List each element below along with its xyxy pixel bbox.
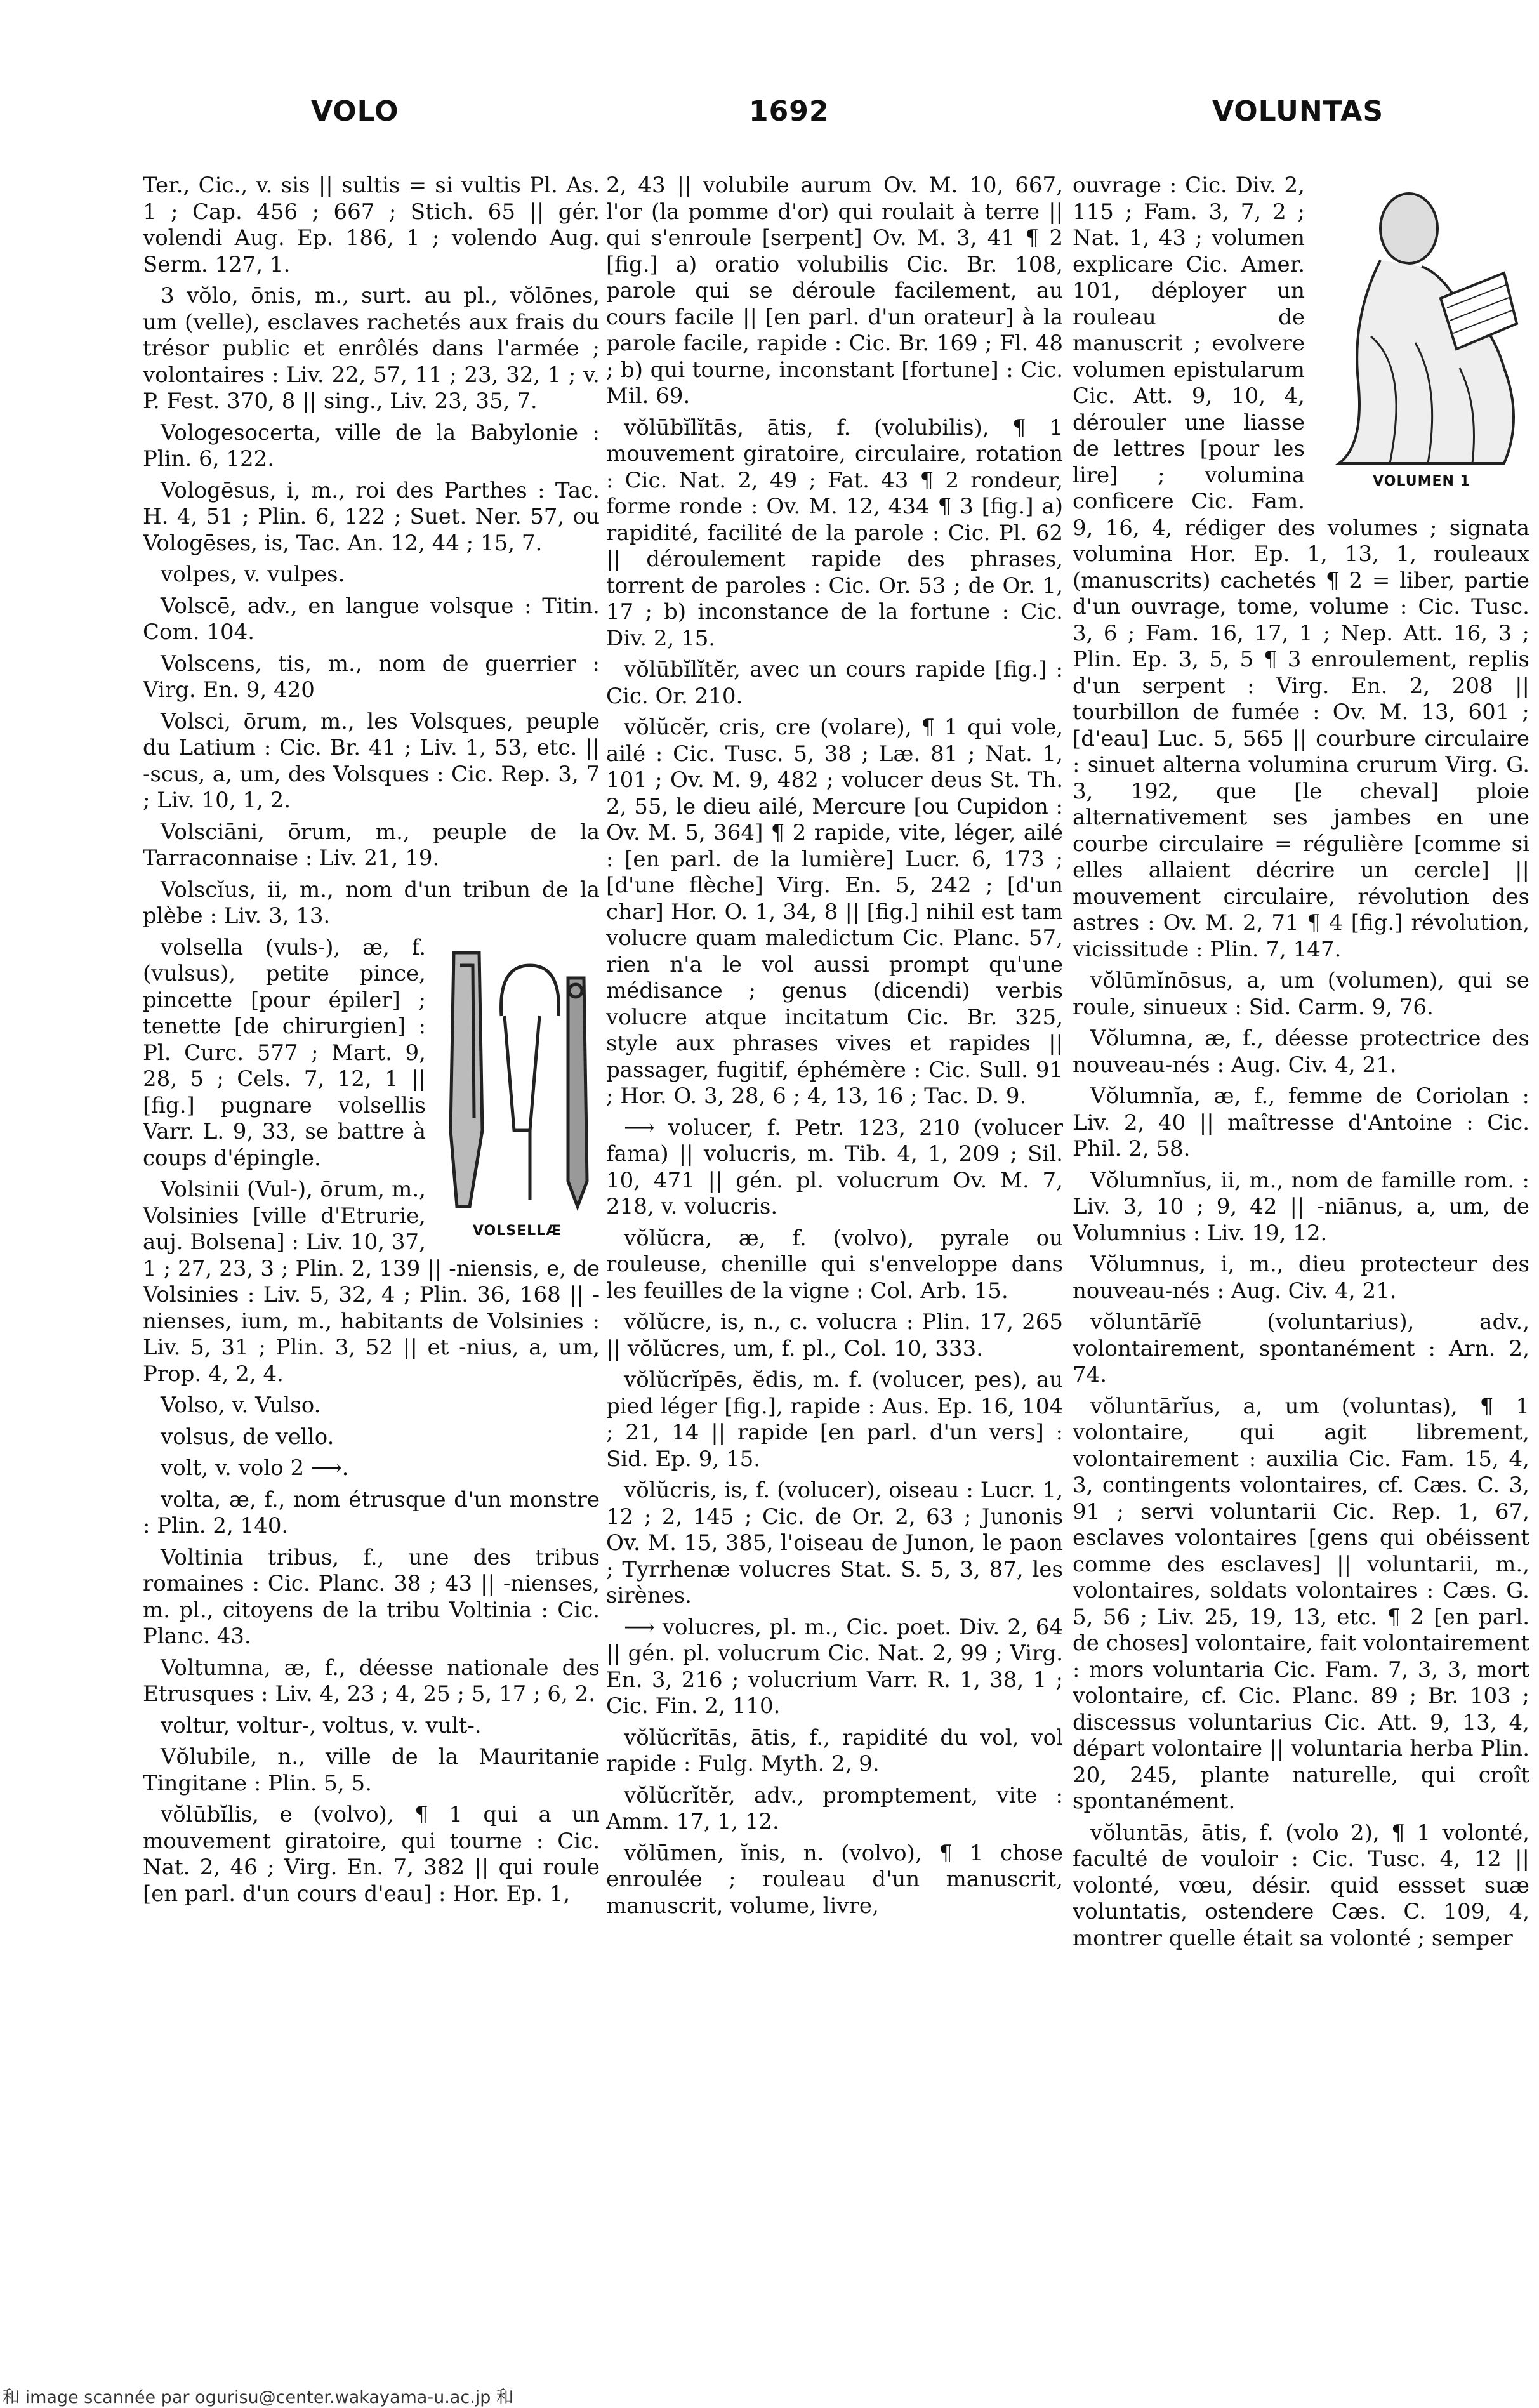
entry: Volscens, tis, m., nom de guerrier : Virg. En. 9, 420: [143, 651, 600, 703]
entry: volsella (vuls-), æ, f. (vulsus), petite pince, pincette [pour épiler] ; tenette [de chirurgien] : Pl. Curc. 577 ; Mart. 9, 28, 5 ; Cels. 7, 12, 1 || [fig.] pugnare volsellis Varr. L. 9, 33, se battre à coups d'épingle.: [143, 934, 426, 1171]
entry: Vologesocerta, ville de la Babylonie : Plin. 6, 122.: [143, 420, 600, 472]
entry: vŏlūbĭlĭtĕr, avec un cours rapide [fig.] : Cic. Or. 210.: [606, 657, 1063, 709]
figure-caption: VOLUMEN 1: [1373, 473, 1470, 489]
column-3: [1073, 173, 1529, 2331]
running-head-left: VOLO: [311, 95, 399, 128]
entry: volt, v. volo 2 ⟶.: [161, 1455, 349, 1481]
entry: Vŏlumnus, i, m., dieu protecteur des nouveau-nés : Aug. Civ. 4, 21.: [1073, 1252, 1529, 1304]
entry: vŏlŭcris, is, f. (volucer), oiseau : Lucr. 1, 12 ; 2, 145 ; Cic. de Or. 2, 63 ; Junonis Ov. M. 15, 385, l'oiseau de Junon, le paon ; Tyrrhenæ volucres Stat. S. 5, 3, 87, les sirènes.: [606, 1478, 1063, 1608]
scan-footer: 和 image scannée par ogurisu@center.wakayama-u.ac.jp 和: [3, 2388, 513, 2407]
tweezers-icon: [435, 940, 600, 1219]
entry: ⟶ volucer, f. Petr. 123, 210 (volucer fama) || volucris, m. Tib. 4, 1, 209 ; Sil. 10, 471 || gén. pl. volucrum Ov. M. 7, 218, v. volucris.: [606, 1115, 1063, 1219]
entry: vŏlūbĭlis, e (volvo), ¶ 1 qui a un mouvement giratoire, qui tourne : Cic. Nat. 2, 46 ; Virg. En. 7, 382 || qui roule [en parl. d'un cours d'eau] : Hor. Ep. 1,: [143, 1802, 600, 1907]
entry: Vŏlumna, æ, f., déesse protectrice des nouveau-nés : Aug. Civ. 4, 21.: [1073, 1026, 1529, 1078]
entry: vŏlŭcrĭpēs, ĕdis, m. f. (volucer, pes), au pied léger [fig.], rapide : Aus. Ep. 16, 104 ; 21, 14 || rapide [en parl. d'un vers] : Sid. Ep. 9, 15.: [606, 1367, 1063, 1472]
entry: Vŏlumnĭus, ii, m., nom de famille rom. : Liv. 3, 10 ; 9, 42 || -niānus, a, um, de Volumnius : Liv. 19, 12.: [1073, 1167, 1529, 1246]
page-number: 1692: [749, 95, 829, 128]
entry: ⟶ volucres, pl. m., Cic. poet. Div. 2, 64 || gén. pl. volucrum Cic. Nat. 2, 99 ; Virg. En. 3, 216 ; volucrium Varr. R. 1, 38, 1 ; Cic. Fin. 2, 110.: [606, 1614, 1063, 1719]
column-2: [606, 173, 1063, 2331]
entry: Volsciāni, ōrum, m., peuple de la Tarraconnaise : Liv. 21, 19.: [143, 819, 600, 871]
entry: Vŏlumnĭa, æ, f., femme de Coriolan : Liv. 2, 40 || maîtresse d'Antoine : Cic. Phil. 2, 58.: [1073, 1083, 1529, 1161]
entry: vŏlūbĭlĭtās, ātis, f. (volubilis), ¶ 1 mouvement giratoire, circulaire, rotation : Cic. Nat. 2, 49 ; Fat. 43 ¶ 2 rondeur, forme ronde : Ov. M. 12, 434 ¶ 3 [fig.] a) rapidité, facilité de la parole : Cic. Pl. 62 || déroulement rapide des phrases, torrent de paroles : Cic. Or. 53 ; de Or. 1, 17 ; b) inconstance de la fortune : Cic. Div. 2, 15.: [606, 414, 1063, 651]
entry: Vŏlubile, n., ville de la Mauritanie Tingitane : Plin. 5, 5.: [143, 1744, 600, 1796]
entry: vŏlŭcĕr, cris, cre (volare), ¶ 1 qui vole, ailé : Cic. Tusc. 5, 38 ; Læ. 81 ; Nat. 1, 101 ; Ov. M. 9, 482 ; volucer deus St. Th. 2, 55, le dieu ailé, Mercure [ou Cupidon : Ov. M. 5, 364] ¶ 2 rapide, vite, léger, ailé : [en parl. de la lumière] Lucr. 6, 173 ; [d'une flèche] Virg. En. 5, 242 ; [d'un char] Hor. O. 1, 34, 8 || [fig.] nihil est tam volucre quam maledictum Cic. Planc. 57, rien n'a le vol aussi prompt qu'une médisance ; genus (dicendi) verbis volucre atque incitatum Cic. Br. 325, style aux phrases vives et rapides || passager, fugitif, éphémère : Cic. Sull. 91 ; Hor. O. 3, 28, 6 ; 4, 13, 16 ; Tac. D. 9.: [606, 715, 1063, 1109]
entry: Volsci, ōrum, m., les Volsques, peuple du Latium : Cic. Br. 41 ; Liv. 1, 53, etc. || -scus, a, um, des Volsques : Cic. Rep. 3, 7 ; Liv. 10, 1, 2.: [143, 708, 600, 813]
entry: Volscĭus, ii, m., nom d'un tribun de la plèbe : Liv. 3, 13.: [143, 877, 600, 929]
figure-caption: VOLSELLÆ: [472, 1222, 562, 1239]
entry: vŏlŭcrĭtās, ātis, f., rapidité du vol, vol rapide : Fulg. Myth. 2, 9.: [606, 1724, 1063, 1776]
entry: volpes, v. vulpes.: [161, 562, 345, 587]
entry: vŏluntās, ātis, f. (volo 2), ¶ 1 volonté, faculté de vouloir : Cic. Tusc. 4, 12 || volonté, vœu, désir. quid essset suæ voluntatis, ostendere Cæs. C. 109, 4, montrer quelle était sa volonté ; semper: [1073, 1820, 1529, 1951]
entry: voltur, voltur-, voltus, v. vult-.: [161, 1712, 482, 1738]
volsella-illustration: [435, 940, 600, 1239]
entry: ouvrage : Cic. Div. 2, 115 ; Fam. 3, 7, 2 ; Nat. 1, 43 ; volumen explicare Cic. Amer. 101, déployer un rouleau de manuscrit ; evolvere volumen epistularum Cic. Att. 9, 10, 4, dérouler une liasse de lettres [pour les lire] ; volumina conficere Cic. Fam. 9, 16, 4, rédiger des volumes ; signata volumina Hor. Ep. 1, 13, 1, rouleaux (manuscrits) cachetés ¶ 2 = liber, partie d'un ouvrage, tome, volume : Cic. Tusc. 3, 6 ; Fam. 16, 17, 1 ; Nep. Att. 16, 3 ; Plin. Ep. 3, 5, 5 ¶ 3 enroulement, replis d'un serpent : Virg. En. 2, 208 || tourbillon de fumée : Ov. M. 13, 601 ; [d'eau] Luc. 5, 565 || courbure circulaire : sinuet alterna volumina crurum Virg. G. 3, 192, que [le cheval] ploie alternativement ses jambes en une courbe circulaire = régulière [comme si elles allaient décrire un cercle] || mouvement circulaire, révolution des astres : Ov. M. 2, 71 ¶ 4 [fig.] révolution, vicissitude : Plin. 7, 147.: [1073, 173, 1529, 962]
entry: 2, 43 || volubile aurum Ov. M. 10, 667, l'or (la pomme d'or) qui roulait à terre || qui s'enroule [serpent] Ov. M. 3, 41 ¶ 2 [fig.] a) oratio volubilis Cic. Br. 108, parole qui se déroule facilement, au cours facile || [en parl. d'un orateur] à la parole facile, rapide : Cic. Br. 169 ; Fl. 48 ; b) qui tourne, inconstant [fortune] : Cic. Mil. 69.: [606, 173, 1063, 409]
entry: vŏluntārĭus, a, um (voluntas), ¶ 1 volontaire, qui agit librement, volontairement : auxilia Cic. Fam. 15, 4, 3, contingents volontaires, cf. Cæs. C. 3, 91 ; servi voluntarii Cic. Rep. 1, 67, esclaves volontaires [gens qui obéissent comme des esclaves] || voluntarii, m., volontaires, soldats volontaires : Cæs. G. 5, 56 ; Liv. 25, 19, 13, etc. ¶ 2 [en parl. de choses] volontaire, fait volontairement : mors voluntaria Cic. Fam. 7, 3, 3, mort volontaire, cf. Cic. Planc. 89 ; Br. 103 ; discessus voluntarius Cic. Att. 9, 13, 4, départ volontaire || voluntaria herba Plin. 20, 245, plante naturelle, qui croît spontanément.: [1073, 1393, 1529, 1814]
entry: Voltinia tribus, f., une des tribus romaines : Cic. Planc. 38 ; 43 || -nienses, m. pl., citoyens de la tribu Voltinia : Cic. Planc. 43.: [143, 1544, 600, 1649]
entry: volsus, de vello.: [161, 1424, 334, 1450]
entry: vŏlūmĭnōsus, a, um (volumen), qui se roule, sinueux : Sid. Carm. 9, 76.: [1073, 968, 1529, 1020]
entry: 3 vŏlo, ōnis, m., surt. au pl., vŏlōnes, um (velle), esclaves rachetés aux frais du trésor public et enrôlés dans l'armée ; volontaires : Liv. 22, 57, 11 ; 23, 32, 1 ; v. P. Fest. 370, 8 || sing., Liv. 23, 35, 7.: [143, 283, 600, 414]
entry: vŏlŭcre, is, n., c. volucra : Plin. 17, 265 || vŏlŭcres, um, f. pl., Col. 10, 333.: [606, 1309, 1063, 1361]
entry: Vologēsus, i, m., roi des Parthes : Tac. H. 4, 51 ; Plin. 6, 122 ; Suet. Ner. 57, ou Vologēses, is, Tac. An. 12, 44 ; 15, 7.: [143, 477, 600, 556]
running-head-right: VOLUNTAS: [1212, 95, 1384, 128]
page-header: [0, 95, 1539, 152]
entry: vŏlūmen, ĭnis, n. (volvo), ¶ 1 chose enroulée ; rouleau d'un manuscrit, manuscrit, volume, livre,: [606, 1840, 1063, 1919]
column-1: [143, 173, 600, 2331]
entry: volta, æ, f., nom étrusque d'un monstre : Plin. 2, 140.: [143, 1486, 600, 1538]
entry: Volsinii (Vul-), ōrum, m., Volsinies [ville d'Etrurie, auj. Bolsena] : Liv. 10, 37, 1 ; 27, 23, 3 ; Plin. 2, 139 || -niensis, e, de Volsinies : Liv. 5, 32, 4 ; Plin. 36, 168 || -nienses, ium, m., habitants de Volsinies : Liv. 5, 31 ; Plin. 3, 52 || et -nius, a, um, Prop. 4, 2, 4.: [143, 1177, 600, 1387]
volumen-illustration: [1314, 178, 1529, 489]
entry: Voltumna, æ, f., déesse nationale des Etrusques : Liv. 4, 23 ; 4, 25 ; 5, 17 ; 6, 2.: [143, 1655, 600, 1707]
scroll-reader-icon: [1314, 178, 1529, 470]
entry: Volscē, adv., en langue volsque : Titin. Com. 104.: [143, 593, 600, 645]
entry: Ter., Cic., v. sis || sultis = si vultis Pl. As. 1 ; Cap. 456 ; 667 ; Stich. 65 || gér. volendi Aug. Ep. 186, 1 ; volendo Aug. Serm. 127, 1.: [143, 173, 600, 277]
entry: Volso, v. Vulso.: [161, 1393, 321, 1418]
entry: vŏlŭcra, æ, f. (volvo), pyrale ou rouleuse, chenille qui s'enveloppe dans les feuilles de la vigne : Col. Arb. 15.: [606, 1225, 1063, 1304]
entry: vŏluntārĭē (voluntarius), adv., volontairement, spontanément : Arn. 2, 74.: [1073, 1309, 1529, 1387]
entry: vŏlŭcrĭtĕr, adv., promptement, vite : Amm. 17, 1, 12.: [606, 1782, 1063, 1834]
